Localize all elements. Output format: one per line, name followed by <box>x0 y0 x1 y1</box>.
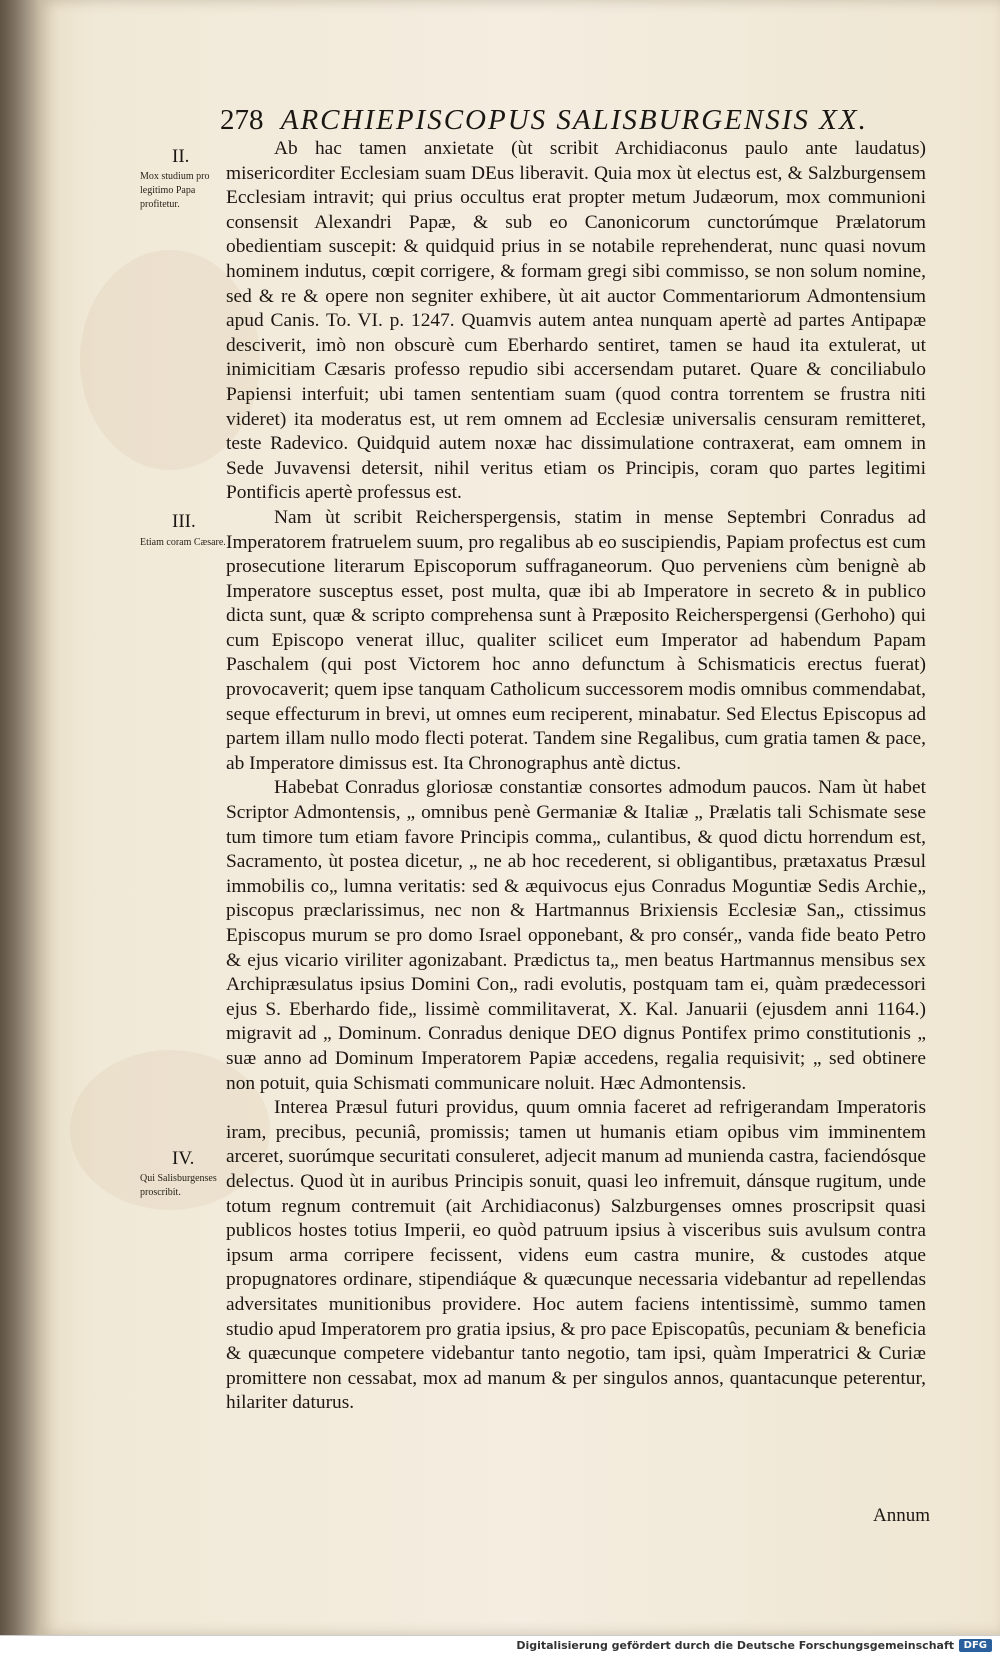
section-numeral: III. <box>172 511 196 532</box>
paragraph: Nam ùt scribit Reicherspergensis, statim in mense Septembri Conradus ad Imperatorem fratruelem suum, pro regalibus ab eo suscipiendis, Papiam profectus est cum prosecutione literarum Episcoporum suffraganeorum. Quo perveniens cùm benignè ab Imperatore susceptus esset, post multa, quæ ibi ab Imperatore in secreto & in publico dicta sunt, quæ & scripto comprehensa sunt à Præposito Reicherspergensi (Gerhoho) qui cum Episcopo venerat illuc, qualiter scilicet eum Imperator ad habendum Papam Paschalem (qui post Victorem hoc anno defunctum à Schismaticis erectus fuerat) provocaverit; quem ipse tanquam Catholicum successorem modis omnibus commendabat, seque effecturum in brevi, ut omnes eum reciperent, minabatur. Sed Electus Episcopus ad partem illam nullo modo flecti poterat. Tandem sine Regalibus, cum gratia tamen & pace, ab Imperatore dimissus est. Ita Chronographus antè dictus. <box>226 506 926 774</box>
main-text <box>226 137 926 1416</box>
footer-credit: Digitalisierung gefördert durch die Deutsche Forschungsgemeinschaft <box>516 1639 954 1652</box>
running-header <box>220 104 920 137</box>
margin-note: Etiam coram Cæsare. <box>140 537 226 548</box>
section-numeral: IV. <box>172 1148 195 1169</box>
dfg-logo: DFG <box>959 1639 992 1652</box>
margin-note: Mox studium pro legitimo Papa profitetur. <box>140 171 210 210</box>
paragraph: Interea Præsul futuri providus, quum omnia faceret ad refrigerandam Imperatoris iram, precibus, pecuniâ, promissis; tamen ut humanis etiam opibus vim imminentem arceret, suorúmque securitati consuleret, adjecit manum ad munienda castra, faciendósque delectus. Quod ùt in auribus Principis sonuit, quasi leo infremuit, dánsque rugitum, unde totum regnum contremuit (ait Archidiaconus) Salzburgenses omnes proscripsit quasi publicos hostes totius Imperii, eo quòd patruum ipsius à visceribus suis avulsum contra ipsum arma corripere fecissent, videns eum castra munire, & custodes atque propugnatores ordinare, stipendiáque & quæcunque necessaria videbantur ad repellendas adversitates munitionibus providere. Hoc autem faciens intentissimè, summo tamen studio apud Imperatorem pro gratia ipsius, & pro pace Episcopatûs, pecuniam & beneficia & quæcunque competere videbantur tanto negotio, tam ipsi, quàm Imperatrici & Curiæ promittere non cessabat, mox ad manum & per singulos annos, quantacunque peterentur, hilariter daturus. <box>226 1097 927 1414</box>
section-numeral: II. <box>172 146 190 167</box>
running-title: ARCHIEPISCOPUS SALISBURGENSIS XX. <box>280 104 868 136</box>
paragraph: Ab hac tamen anxietate (ùt scribit Archidiaconus paulo ante laudatus) misericorditer Ecclesiam suam DEus liberavit. Quia mox ùt electus est, & Salzburgensem Ecclesiam intravit; qui prius occultus erat propter metum Judæorum, mox communioni consensit Alexandri Papæ, & sub eo Canonicorum cunctorúmque Prælatorum obedientiam suscepit: & quidquid prius in se notabile reprehenderat, nunc quasi novum hominem indutus, cœpit corrigere, & formam gregi sibi commisso, se non solum nomine, sed & re & opere non segniter exhibere, ùt ait auctor Commentariorum Admontensium apud Canis. To. VI. p. 1247. Quamvis autem antea nunquam apertè ad partes Antipapæ desciverit, imò non obscurè cum Eberhardo sentiret, tamen se haud ita extulerat, ut inimicitiam Cæsaris professo repudio sibi accersendam putaret. Quare & conciliabulo Papiensi interfuit; ubi tamen sententiam suam (quod contra torrentem se frustra niti videret) ita moderatus est, ut rem omnem ad Ecclesiæ universalis censuram remitteret, teste Radevico. Quidquid autem noxæ hac dissimulatione contraxerat, eam omnem in Sede Juvavensi detersit, nihil veritus etiam os Principis, coram quo partes legitimi Pontificis apertè professus est. <box>226 138 926 504</box>
footer-bar <box>0 1635 1000 1658</box>
margin-note: Qui Salisburgenses proscribit. <box>140 1173 217 1198</box>
paragraph: Habebat Conradus gloriosæ constantiæ consortes admodum paucos. Nam ùt habet Scriptor Admontensis, „ omnibus penè Germaniæ & Italiæ „ Prælatis tali Schismate sese tum timore tum etiam favore Principis comma„ culantibus, & quod dictu horrendum est, Sacramento, ùt postea dicetur, „ ne ab hoc recederent, si obligantibus, prætaxatus Præsul immobilis co„ lumna veritatis: sed & æquivocus ejus Conradus Moguntiæ Sedis Archie„ piscopus præclarissimus, nec non & Hartmannus Brixiensis Ecclesiæ San„ ctissimus Episcopus murum se pro domo Israel opponebant, & pro consér„ vanda fide beato Petro & ejus vicario viriliter agonizabant. Prædictus ta„ men beatus Hartmannus mensibus sex Archipræsulatus ipsius Domini Con„ radi evolutis, postquam tam ei, quàm prædecessori ejus S. Eberhardo fide„ lissimè commilitaverat, X. Kal. Januarii (ejusdem anni 1164.) migravit ad „ Dominum. Conradus denique DEO dignus Pontifex primo constitutionis „ suæ anno ad Dominum Imperatorem Papiæ accedens, regalia requisivit; „ sed obtinere non potuit, quia Schismati communicare noluit. Hæc Admontensis. <box>226 777 926 1094</box>
catchword: Annum <box>873 1505 930 1526</box>
book-binding <box>0 0 40 1635</box>
page-number: 278 <box>220 104 264 136</box>
